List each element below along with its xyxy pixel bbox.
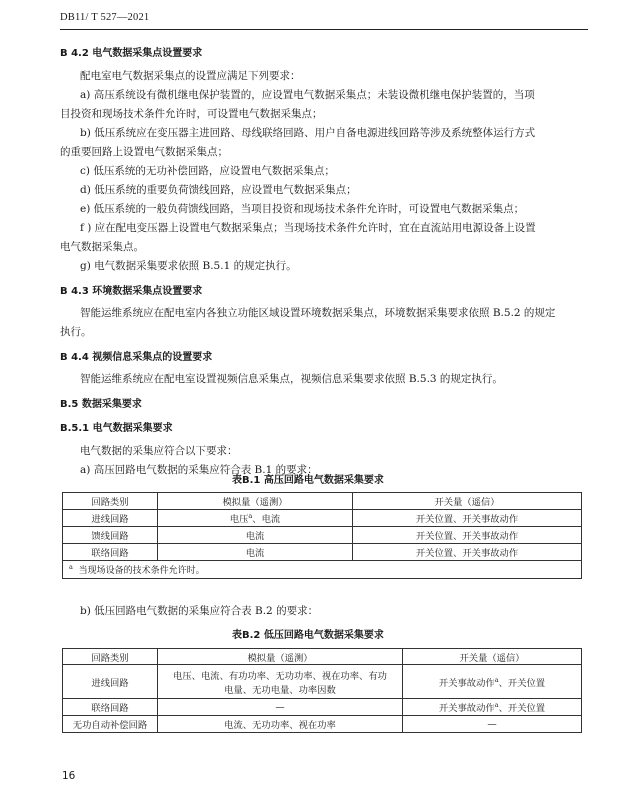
table-row bbox=[63, 665, 582, 699]
table-cell: 开关位置、开关事故动作 bbox=[353, 544, 582, 561]
table-cell: 联络回路 bbox=[63, 699, 158, 716]
section-heading: B 4.3 环境数据采集点设置要求 bbox=[60, 286, 203, 297]
table-cell: 联络回路 bbox=[63, 544, 158, 561]
table1 bbox=[62, 492, 582, 579]
paragraph-line: 目投资和现场技术条件允许时，可设置电气数据采集点； bbox=[60, 108, 323, 120]
table-cell: 开关事故动作$^a$、开关位置 bbox=[403, 665, 582, 699]
table-cell: 电压$^a$、电流 bbox=[158, 510, 353, 527]
table2-caption: 表B.2 低压回路电气数据采集要求 bbox=[232, 630, 384, 641]
paragraph-line: c) 低压系统的无功补偿回路，应设置电气数据采集点； bbox=[80, 165, 335, 177]
paragraph-line: f ) 应在配电变压器上设置电气数据采集点；当现场技术条件允许时，宜在直流站用电源设备上设置 bbox=[80, 222, 536, 234]
page-number: 16 bbox=[62, 770, 76, 782]
table1-header-1: 回路类别 bbox=[63, 493, 158, 510]
table-cell: 电压、电流、有功功率、无功功率、视在功率、有功 电量、无功电量、功率因数 bbox=[158, 665, 403, 699]
paragraph-line: 电气数据的采集应符合以下要求： bbox=[80, 445, 238, 457]
table-cell: 进线回路 bbox=[63, 665, 158, 699]
section-heading: B 4.2 电气数据采集点设置要求 bbox=[60, 48, 203, 59]
table-row bbox=[63, 716, 582, 733]
paragraph-line: 的重要回路上设置电气数据采集点； bbox=[60, 146, 228, 158]
table-row bbox=[63, 544, 582, 561]
table-cell: 馈线回路 bbox=[63, 527, 158, 544]
table2 bbox=[62, 648, 582, 733]
paragraph-line: e) 低压系统的一般负荷馈线回路，当项目投资和现场技术条件允许时，可设置电气数据采集点； bbox=[80, 203, 525, 215]
table-row bbox=[63, 510, 582, 527]
table-row bbox=[63, 527, 582, 544]
table-cell: 无功自动补偿回路 bbox=[63, 716, 158, 733]
table-cell: — bbox=[403, 716, 582, 733]
section-heading: B.5 数据采集要求 bbox=[60, 399, 142, 410]
table1-caption: 表B.1 高压回路电气数据采集要求 bbox=[232, 475, 384, 486]
paragraph-line: a) 高压系统设有微机继电保护装置的，应设置电气数据采集点；未装设微机继电保护装置的，当项 bbox=[80, 89, 535, 101]
table2-header-3: 开关量（遥信） bbox=[403, 649, 582, 665]
paragraph-line: 智能运维系统应在配电室设置视频信息采集点，视频信息采集要求依照 B.5.3 的规定执行。 bbox=[80, 373, 503, 385]
table-row bbox=[63, 699, 582, 716]
section-heading: B.5.1 电气数据采集要求 bbox=[60, 423, 173, 434]
paragraph-line: g) 电气数据采集要求依照 B.5.1 的规定执行。 bbox=[80, 260, 297, 272]
paragraph-line: 执行。 bbox=[60, 326, 92, 338]
paragraph-line: d) 低压系统的重要负荷馈线回路，应设置电气数据采集点； bbox=[80, 184, 357, 196]
table2-header-1: 回路类别 bbox=[63, 649, 158, 665]
list-item: b) 低压回路电气数据的采集应符合表 B.2 的要求： bbox=[80, 605, 319, 617]
table-cell: 进线回路 bbox=[63, 510, 158, 527]
table1-header-3: 开关量（遥信） bbox=[353, 493, 582, 510]
document-header: DB11/ T 527—2021 bbox=[60, 12, 150, 23]
section-heading: B 4.4 视频信息采集点的设置要求 bbox=[60, 352, 213, 363]
paragraph-line: 智能运维系统应在配电室内各独立功能区域设置环境数据采集点，环境数据采集要求依照 B.5.2 的规定 bbox=[80, 307, 556, 319]
paragraph-line: b) 低压系统应在变压器主进回路、母线联络回路、用户自备电源进线回路等涉及系统整体运行方式 bbox=[80, 127, 536, 139]
table1-header-2: 模拟量（遥测） bbox=[158, 493, 353, 510]
table-cell: 开关位置、开关事故动作 bbox=[353, 510, 582, 527]
table2-header-2: 模拟量（遥测） bbox=[158, 649, 403, 665]
table-cell: 电流 bbox=[158, 527, 353, 544]
header-rule bbox=[60, 29, 588, 30]
table1-footnote: $^a$ 当现场设备的技术条件允许时。 bbox=[63, 561, 582, 579]
table-cell: 电流 bbox=[158, 544, 353, 561]
table-cell: — bbox=[158, 699, 403, 716]
paragraph-line: 电气数据采集点。 bbox=[60, 241, 144, 253]
paragraph-line: 配电室电气数据采集点的设置应满足下列要求： bbox=[80, 70, 301, 82]
paragraph-line: a) 高压回路电气数据的采集应符合表 B.1 的要求： bbox=[80, 464, 318, 476]
table-cell: 开关位置、开关事故动作 bbox=[353, 527, 582, 544]
table-cell: 电流、无功功率、视在功率 bbox=[158, 716, 403, 733]
table-cell: 开关事故动作$^a$、开关位置 bbox=[403, 699, 582, 716]
